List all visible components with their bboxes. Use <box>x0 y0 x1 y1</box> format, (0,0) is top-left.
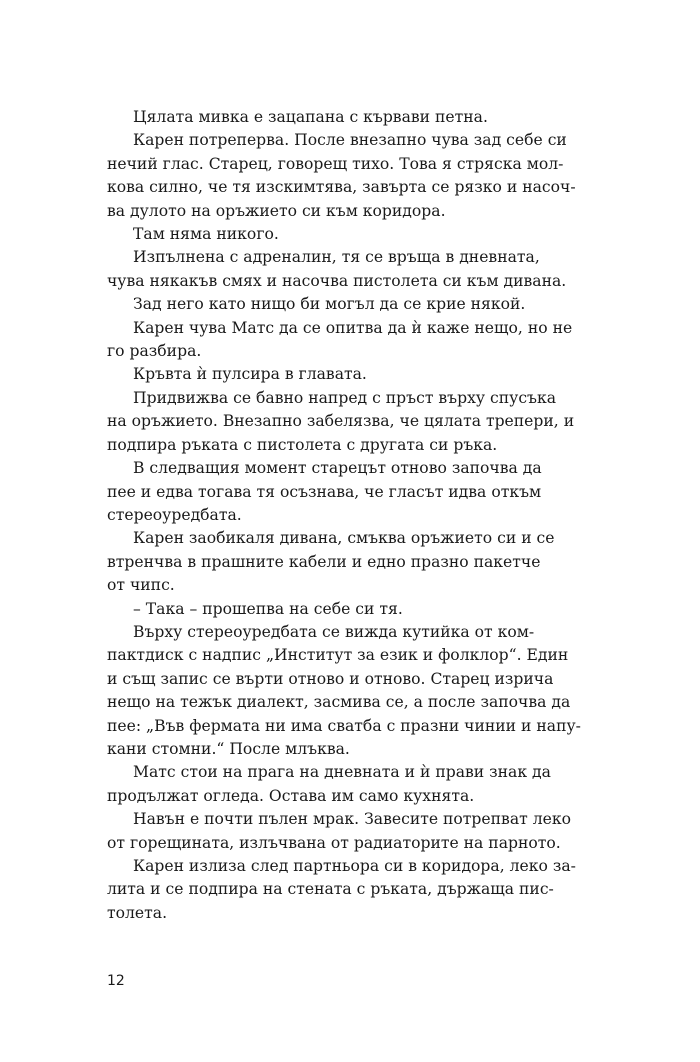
paragraph: Върху стереоуредбата се вижда кутийка от ком- пактдиск с надпис „Институт за език и фолклор“. Един и същ запис се върти отново и отново. Старец изрича нещо на тежък диалект, засмива се, а после започва да пее: „Във фермата ни има сватба с празни чинии и напу- кани стомни.“ После млъква. <box>107 622 581 758</box>
paragraph: Карен чува Матс да се опитва да ѝ каже нещо, но не го разбира. <box>107 318 573 361</box>
paragraph: – Така – прошепва на себе си тя. <box>133 599 403 618</box>
paragraph: Цялата мивка е зацапана с кървави петна. <box>133 108 488 126</box>
paragraph: Матс стои на прага на дневната и ѝ прави знак да продължат огледа. Остава им само кухнята. <box>107 763 551 805</box>
paragraph: Там няма никого. <box>133 225 279 244</box>
page-number: 12 <box>107 973 125 989</box>
paragraph: В следващия момент старецът отново започва да пее и едва тогава тя осъзнава, че гласът идва откъм стереоуредбата. <box>107 459 542 524</box>
paragraph: Карен излиза след партньора си в коридора, леко за- лита и се подпира на стената с ръката, държаща пис- толета. <box>107 857 576 922</box>
paragraph: Изпълнена с адреналин, тя се връща в дневната, чува някакъв смях и насочва пистолета си към дивана. <box>107 248 567 290</box>
paragraph: Навън е почти пълен мрак. Завесите потрепват леко от горещината, излъчвана от радиаторите на парното. <box>107 810 571 852</box>
paragraph: Карен потреперва. После внезапно чува зад себе си нечий глас. Старец, говорещ тихо. Това я стряска мол- кова силно, че тя изскимтява, завърта се рязко и насоч- ва дулото на оръжието си към коридора. <box>107 131 576 220</box>
paragraph: Кръвта ѝ пулсира в главата. <box>133 365 367 384</box>
paragraph: Придвижва се бавно напред с пръст върху спусъка на оръжието. Внезапно забелязва, че цялата трепери, и подпира ръката с пистолета с другата си ръка. <box>107 388 575 454</box>
paragraph: Карен заобикаля дивана, смъква оръжието си и се втренчва в прашните кабели и едно празно пакетче от чипс. <box>107 529 555 595</box>
body-text <box>107 106 587 925</box>
paragraph: Зад него като нищо би могъл да се крие някой. <box>133 295 526 314</box>
